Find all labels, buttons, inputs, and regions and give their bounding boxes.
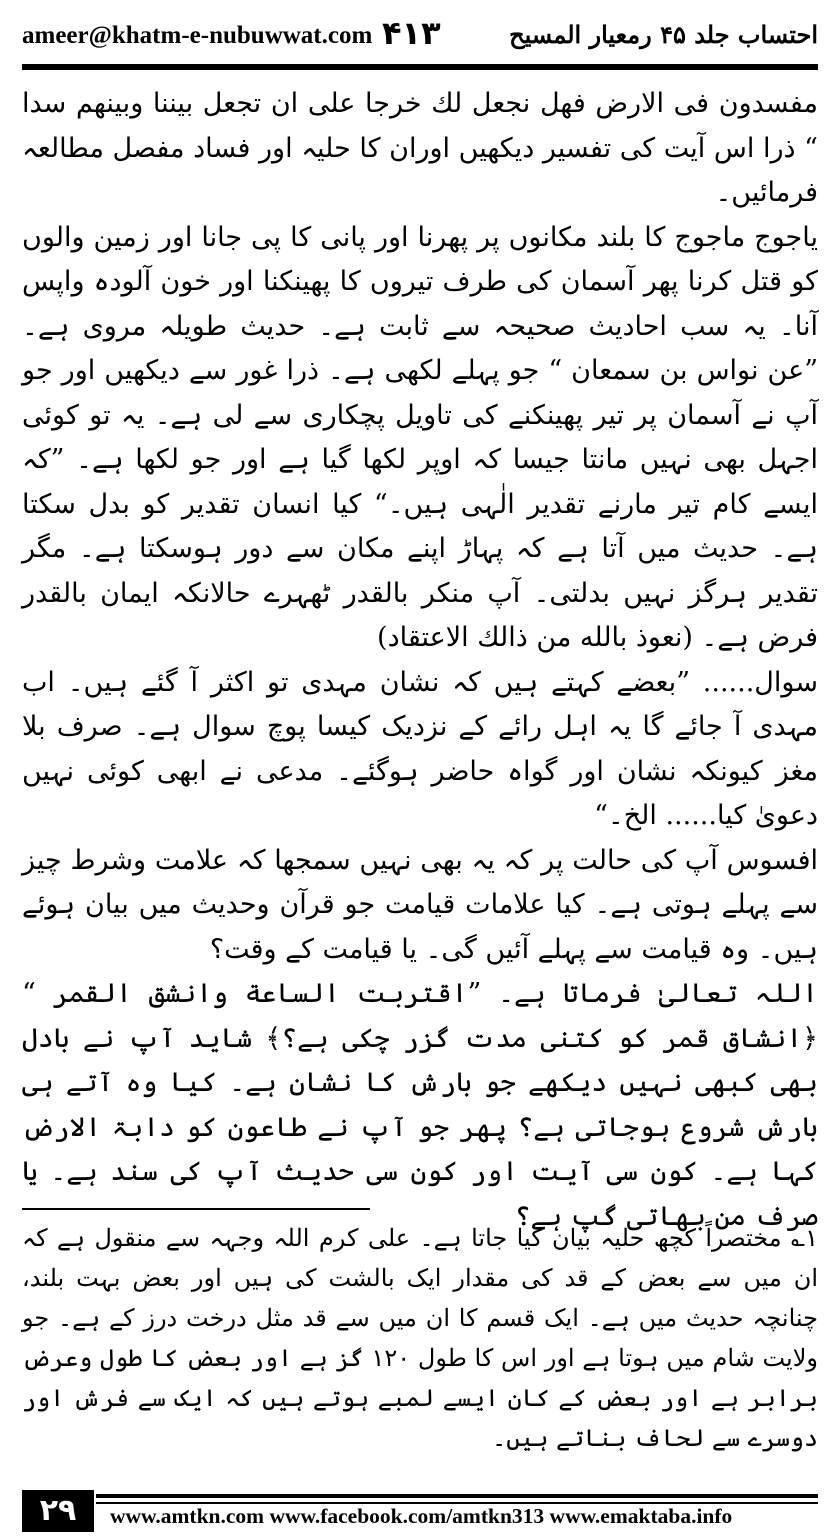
footer-rule-thick	[96, 1494, 818, 1498]
footer-page-number: ۲۹	[22, 1490, 94, 1532]
paragraph: سوال...... ”بعضے کہتے ہیں کہ نشان مہدی تو اکثر آ گئے ہیں۔ اب مہدی آ جائے گا یہ اہل رائے کے نزدیک کیسا پوچ سوال ہے۔ صرف بلا مغز کیونکہ نشان اور گواہ حاضر ہوگئے۔ مدعی نے ابھی کوئی نہیں دعویٰ کیا...... الخ۔“	[22, 666, 818, 831]
header-email: ameer@khatm-e-nubuwwat.com	[22, 22, 373, 49]
header-rule	[22, 64, 818, 70]
footer-urls: www.amtkn.com www.facebook.com/amtkn313 www.emaktaba.info	[110, 1504, 733, 1528]
header-page-number: ۴۱۳	[382, 14, 441, 52]
book-title: احتساب جلد ۴۵ رمعیار المسیح	[509, 20, 818, 49]
page-footer	[0, 1490, 840, 1540]
main-text	[22, 82, 818, 1239]
paragraph: مفسدون فی الارض فهل نجعل لك خرجا علی ان تجعل بیننا وبینهم سدا “ ذرا اس آیت کی تفسیر دیکھیں اوران کا حلیہ اور فساد مفصل مطالعہ فرمائیں۔	[22, 88, 818, 208]
footnote-divider	[22, 1208, 370, 1210]
paragraph: افسوس آپ کی حالت پر کہ یہ بھی نہیں سمجھا کہ علامت وشرط چیز سے پہلے ہوتی ہے۔ کیا علامات قیامت جو قرآن وحدیث میں بیان ہوئے ہیں۔ وہ قیامت سے پہلے آئیں گی۔ یا قیامت کے وقت؟	[22, 844, 818, 965]
paragraph: اللہ تعالیٰ فرماتا ہے۔ ”اقتربت الساعة وانشق القمر “ ﴿انشاق قمر کو کتنی مدت گزر چکی ہے؟﴾ شاید آپ نے بادل بھی کبھی نہیں دیکھے جو بارش کا نشان ہے۔ کیا وہ آتے ہی بارش شروع ہوجاتی ہے؟ پھر جو آپ نے طاعون کو دابۃ الارض کہا ہے۔ کون سی آیت اور کون سی حدیث آپ کی سند ہے۔ یا صرف من بھاتی گپ ہے؟	[22, 978, 818, 1232]
footnote-text: ۱؎ مختصراً کچھ حلیہ بیان کیا جاتا ہے۔ علی کرم اللہ وجہہ سے منقول ہے کہ ان میں سے بعض کے قد کی مقدار ایک بالشت کی ہیں اور بعض بہت بلند، چنانچہ حدیث میں ہے۔ ایک قسم کا ان میں سے قد مثل درخت درز کے ہے۔ جو ولایت شام میں ہوتا ہے اور اس کا طول ۱۲۰ گز ہے اور بعض کا طول وعرض برابر ہے اور بعض کے کان ایسے لمبے ہوتے ہیں کہ ایک سے فرش اور دوسرے سے لحاف بناتے ہیں۔	[22, 1224, 818, 1452]
footnote	[22, 1218, 818, 1458]
page-header	[0, 0, 840, 62]
paragraph: یاجوج ماجوج کا بلند مکانوں پر پھرنا اور پانی کا پی جانا اور زمین والوں کو قتل کرنا پھر آسمان کی طرف تیروں کا پھینکنا اور خون آلودہ واپس آنا۔ یہ سب احادیث صحیحہ سے ثابت ہے۔ حدیث طویلہ مروی ہے۔ ”عن نواس بن سمعان “ جو پہلے لکھی ہے۔ ذرا غور سے دیکھیں اور جو آپ نے آسمان پر تیر پھینکنے کی تاویل پچکاری سے لی ہے۔ یہ تو کوئی اجہل بھی نہیں مانتا جیسا کہ اوپر لکھا گیا ہے اور جو لکھا ہے۔ ”کہ ایسے کام تیر مارنے تقدیر الٰہی ہیں۔“ کیا انسان تقدیر کو بدل سکتا ہے۔ حدیث میں آتا ہے کہ پہاڑ اپنے مکان سے دور ہوسکتا ہے۔ مگر تقدیر ہرگز نہیں بدلتی۔ آپ منکر بالقدر ٹھہرے حالانکہ ایمان بالقدر فرض ہے۔ (نعوذ بالله من ذالك الاعتقاد)	[22, 221, 818, 653]
